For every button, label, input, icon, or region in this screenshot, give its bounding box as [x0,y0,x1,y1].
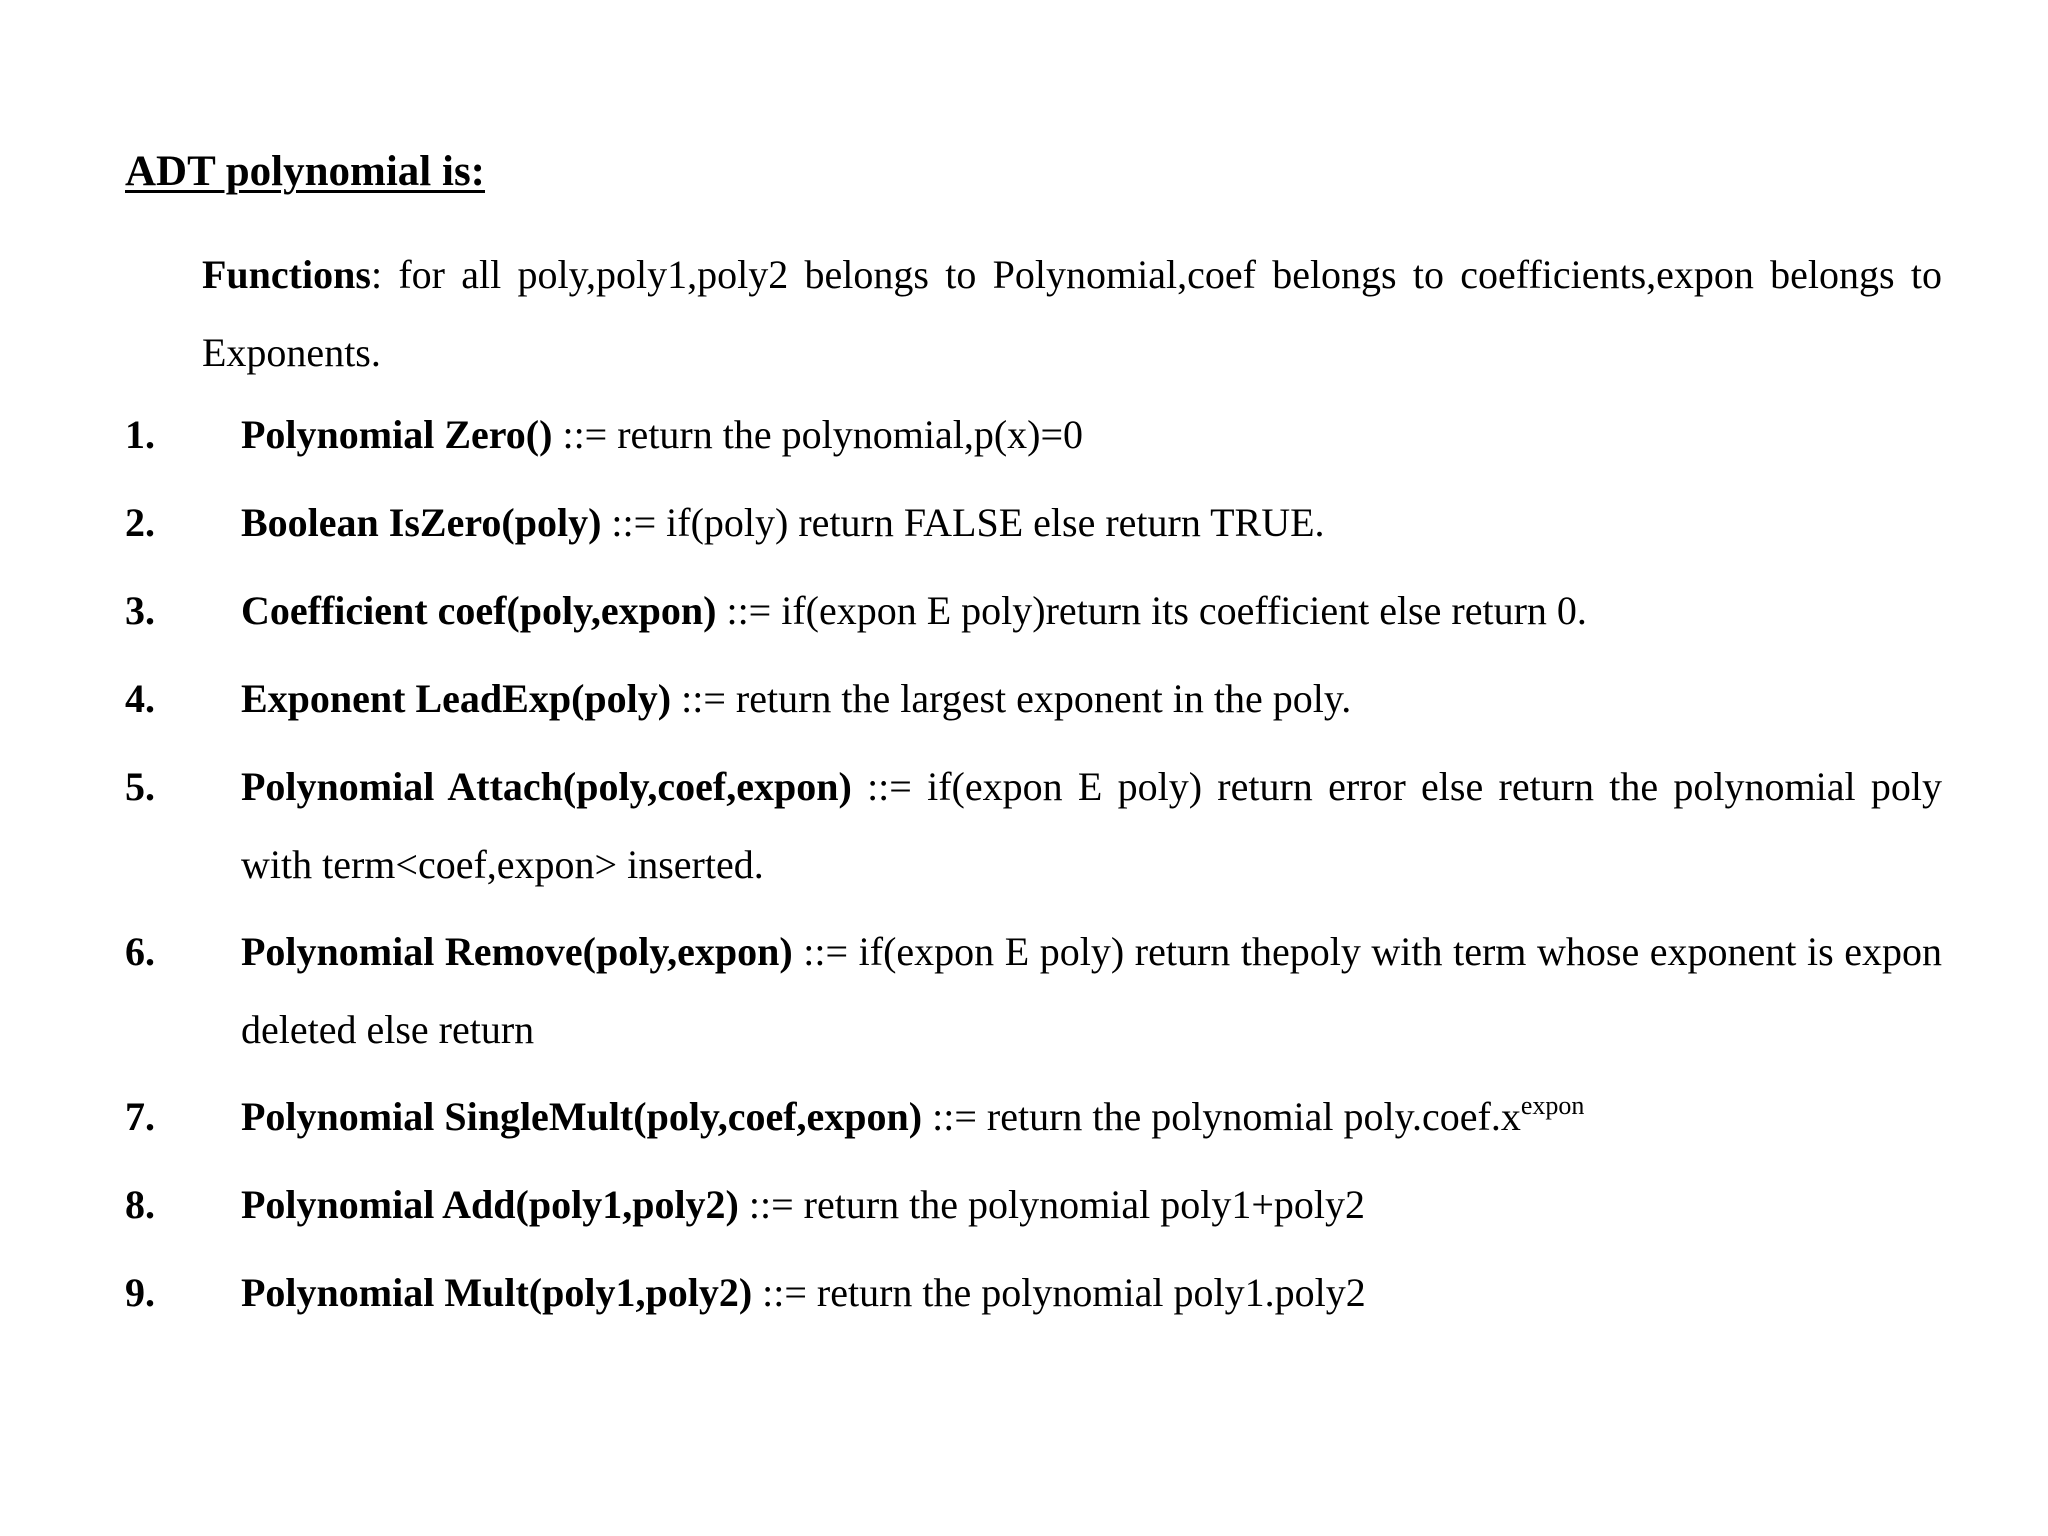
function-signature: Polynomial Remove(poly,expon) [241,929,793,974]
function-signature: Polynomial SingleMult(poly,coef,expon) [241,1094,923,1139]
list-item-number: 8. [125,1182,155,1227]
function-signature: Polynomial Attach(poly,coef,expon) [241,764,852,809]
exponent-superscript: expon [1520,1091,1585,1120]
list-item-body [241,396,1942,474]
list-item-number: 3. [125,588,155,633]
list-item-body [241,1254,1942,1332]
function-description: ::= if(expon E poly)return its coefficient else return 0. [716,588,1587,633]
function-description: ::= return the polynomial poly.coef.x [922,1094,1521,1139]
function-signature: Boolean IsZero(poly) [241,500,602,545]
function-signature: Coefficient coef(poly,expon) [241,588,717,633]
list-item-number: 9. [125,1270,155,1315]
list-item-body [241,913,1942,1069]
function-description: ::= if(poly) return FALSE else return TRUE. [601,500,1325,545]
function-signature: Polynomial Zero() [241,412,553,457]
function-description: ::= if(expon E poly) return thepoly with term whose exponent is expon deleted else return [241,929,1943,1052]
list-item-number: 6. [125,929,155,974]
list-item-body [241,1078,1942,1161]
function-description: ::= return the polynomial poly1+poly2 [738,1182,1366,1227]
list-item-body [241,572,1942,650]
function-signature: Polynomial Add(poly1,poly2) [241,1182,739,1227]
function-description: ::= return the polynomial,p(x)=0 [552,412,1084,457]
list-item-body [241,1166,1942,1244]
list-item-body [241,748,1942,904]
list-item-number: 1. [125,412,155,457]
list-item-number: 7. [125,1094,155,1139]
list-item-number: 5. [125,764,155,809]
document-heading: ADT polynomial is: [125,148,485,195]
function-signature: Polynomial Mult(poly1,poly2) [241,1270,753,1315]
function-signature: Exponent LeadExp(poly) [241,676,672,721]
function-description: ::= if(expon E poly) return error else return the polynomial poly with term<coef,expon> inserted. [241,764,1942,887]
function-description: ::= return the polynomial poly1.poly2 [752,1270,1366,1315]
list-item-number: 4. [125,676,155,721]
functions-intro-text: : for all poly,poly1,poly2 belongs to Polynomial,coef belongs to coefficients,expon belongs to Exponents. [202,252,1942,375]
list-item-body [241,660,1942,738]
function-description: ::= return the largest exponent in the poly. [671,676,1352,721]
list-item-body [241,484,1942,562]
functions-label: Functions [202,252,371,297]
list-item-number: 2. [125,500,155,545]
